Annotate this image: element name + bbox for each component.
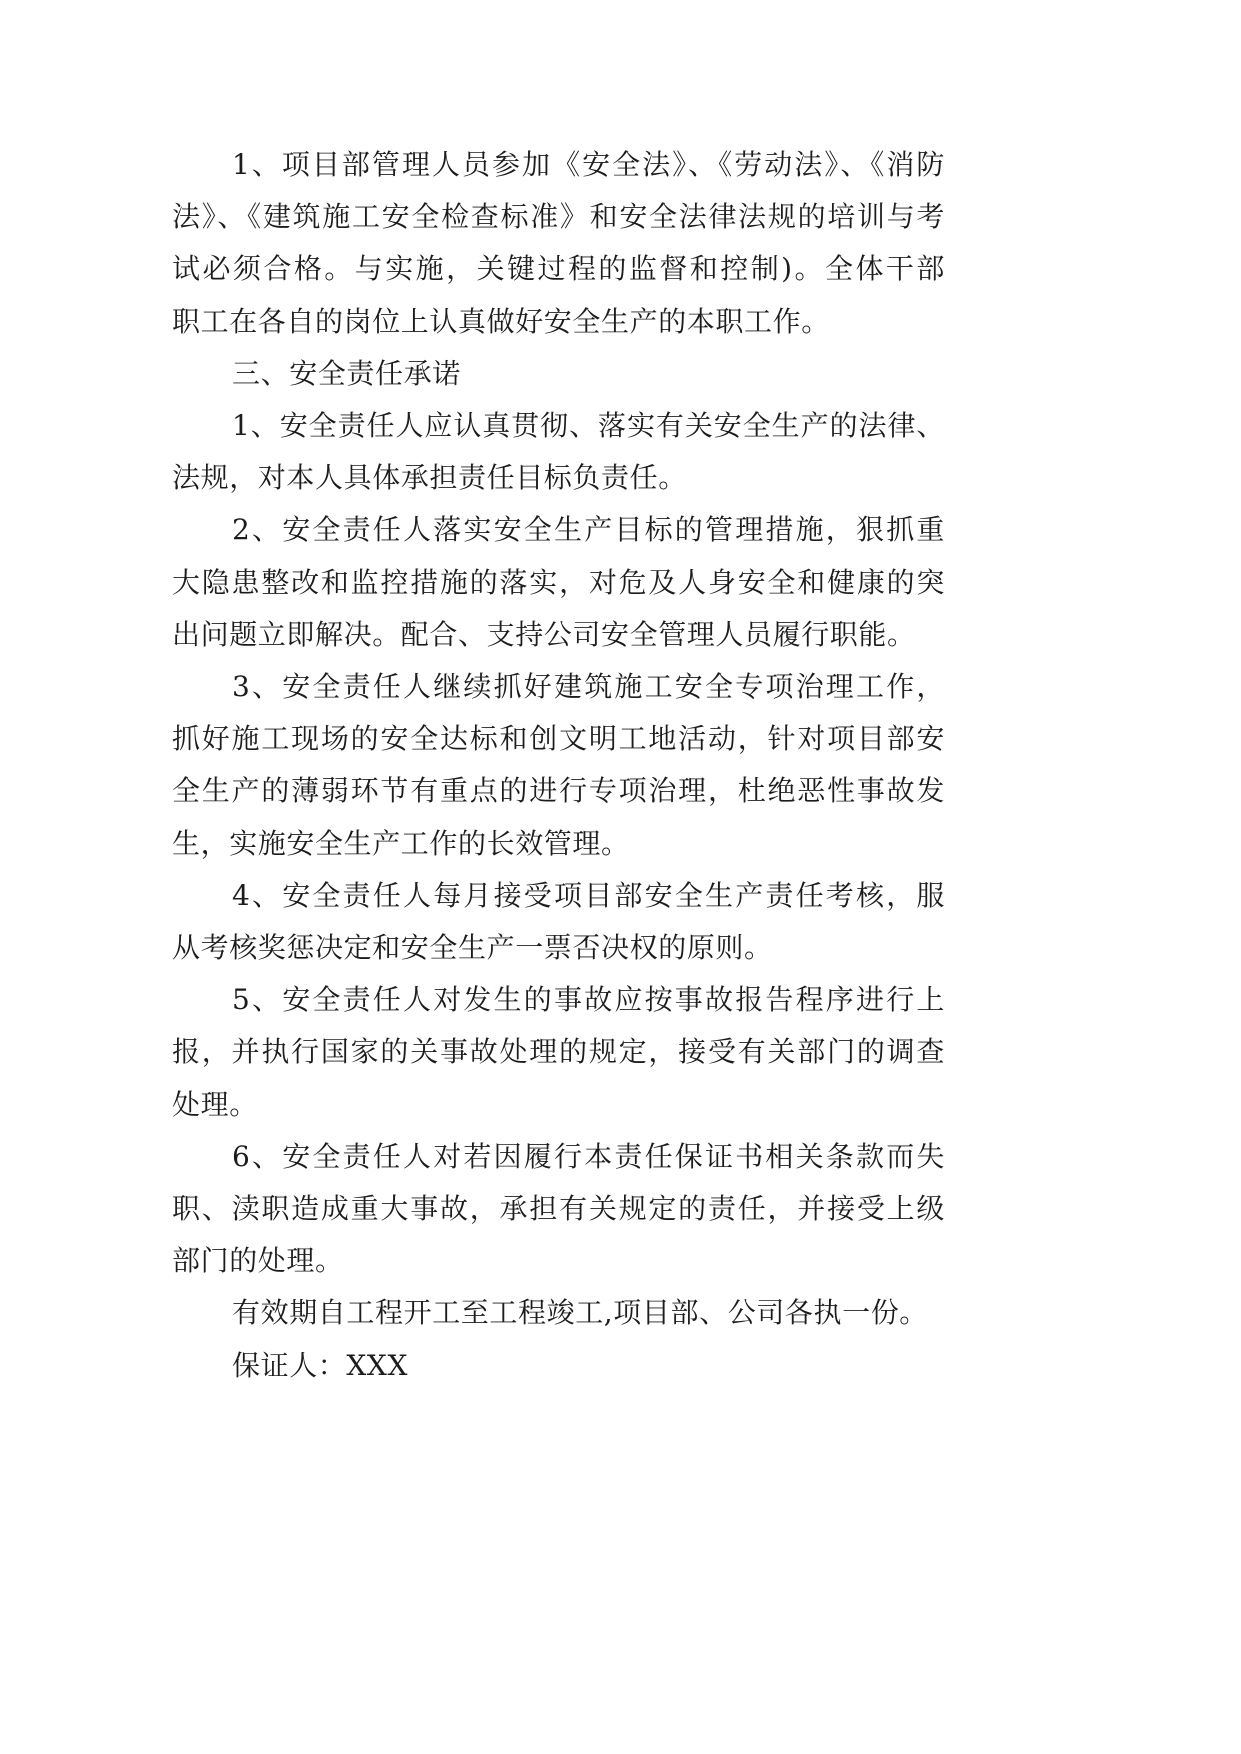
text-line: 报，并执行国家的关事故处理的规定，接受有关部门的调查: [172, 1035, 945, 1068]
text-line: 5、安全责任人对发生的事故应按事故报告程序进行上: [232, 983, 945, 1016]
text-line: 2、安全责任人落实安全生产目标的管理措施，狠抓重: [232, 513, 945, 546]
text-line: 从考核奖惩决定和安全生产一票否决权的原则。: [172, 931, 773, 964]
text-line: 法规，对本人具体承担责任目标负责任。: [172, 461, 687, 494]
text-line: 6、安全责任人对若因履行本责任保证书相关条款而失: [232, 1140, 945, 1173]
text-line: 4、安全责任人每月接受项目部安全生产责任考核，服: [232, 879, 945, 912]
text-line: 职工在各自的岗位上认真做好安全生产的本职工作。: [172, 305, 830, 338]
text-line: 全生产的薄弱环节有重点的进行专项治理，杜绝恶性事故发: [172, 774, 945, 807]
text-line: 1、项目部管理人员参加《安全法》、《劳动法》、《消防: [232, 148, 945, 181]
text-line: 1、安全责任人应认真贯彻、落实有关安全生产的法律、: [232, 409, 945, 442]
text-line: 生，实施安全生产工作的长效管理。: [172, 827, 630, 860]
signatory-line: 保证人：XXX: [232, 1349, 409, 1382]
text-line: 法》、《建筑施工安全检查标准》和安全法律法规的培训与考: [172, 200, 945, 233]
section-heading: 三、安全责任承诺: [232, 357, 461, 390]
text-line: 大隐患整改和监控措施的落实，对危及人身安全和健康的突: [172, 566, 945, 599]
text-line: 出问题立即解决。配合、支持公司安全管理人员履行职能。: [172, 618, 916, 651]
text-line: 处理。: [172, 1088, 258, 1121]
text-line: 试必须合格。与实施，关键过程的监督和控制)。全体干部: [172, 252, 945, 285]
text-line: 部门的处理。: [172, 1244, 344, 1277]
text-line: 职、渎职造成重大事故，承担有关规定的责任，并接受上级: [172, 1192, 945, 1225]
validity-line: 有效期自工程开工至工程竣工,项目部、公司各执一份。: [232, 1296, 928, 1329]
text-line: 抓好施工现场的安全达标和创文明工地活动，针对项目部安: [172, 722, 945, 755]
text-line: 3、安全责任人继续抓好建筑施工安全专项治理工作，: [232, 670, 945, 703]
